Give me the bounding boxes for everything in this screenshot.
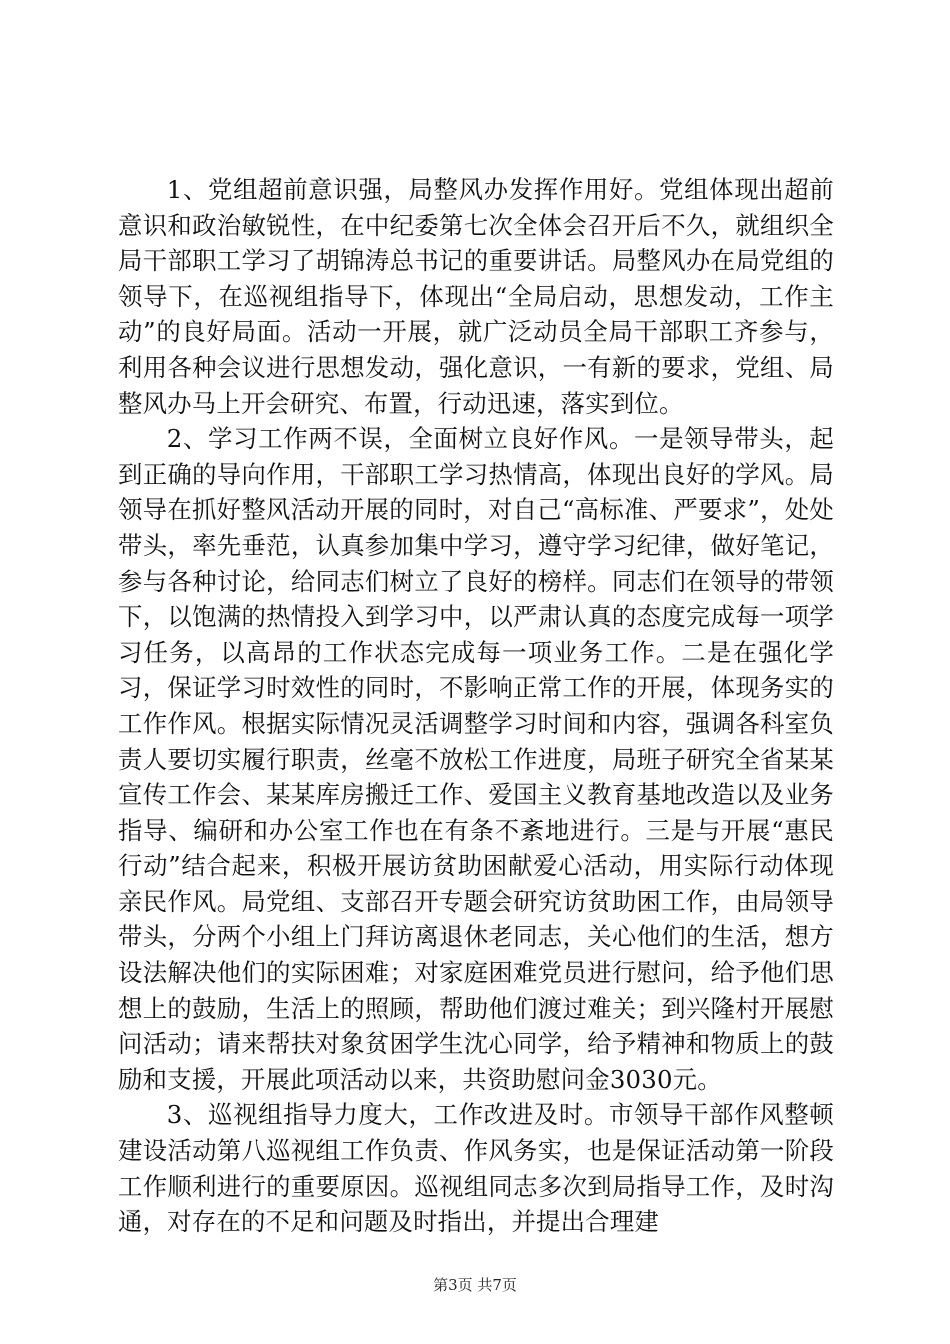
paragraph-3: 3、巡视组指导力度大，工作改进及时。市领导干部作风整顿建设活动第八巡视组工作负责、作风务实，也是保证活动第一阶段工作顺利进行的重要原因。巡视组同志多次到局指导工作，及时沟通，对存在的不足和问题及时指出，并提出合理建 <box>118 1100 834 1237</box>
paragraph-2: 2、学习工作两不误，全面树立良好作风。一是领导带头，起到正确的导向作用，干部职工学习热情高，体现出良好的学风。局领导在抓好整风活动开展的同时，对自己“高标准、严要求”，处处带头，率先垂范，认真参加集中学习，遵守学习纪律，做好笔记，参与各种讨论，给同志们树立了良好的榜样。同志们在领导的带领下，以饱满的热情投入到学习中，以严肃认真的态度完成每一项学习任务，以高昂的工作状态完成每一项业务工作。二是在强化学习，保证学习时效性的同时，不影响正常工作的开展，体现务实的工作作风。根据实际情况灵活调整学习时间和内容，强调各科室负责人要切实履行职责，丝毫不放松工作进度，局班子研究全省某某宣传工作会、某某库房搬迁工作、爱国主义教育基地改造以及业务指导、编研和办公室工作也在有条不紊地进行。三是与开展“惠民行动”结合起来，积极开展访贫助困献爱心活动，用实际行动体现亲民作风。局党组、支部召开专题会研究访贫助困工作，由局领导带头，分两个小组上门拜访离退休老同志，关心他们的生活，想方设法解决他们的实际困难；对家庭困难党员进行慰问，给予他们思想上的鼓励，生活上的照顾，帮助他们渡过难关；到兴隆村开展慰问活动；请来帮扶对象贫困学生沈心同学，给予精神和物质上的鼓励和支援，开展此项活动以来，共资助慰问金3030元。 <box>118 424 834 1094</box>
page-footer: 第3页 共7页 <box>433 1276 517 1294</box>
paragraph-1: 1、党组超前意识强，局整风办发挥作用好。党组体现出超前意识和政治敏锐性，在中纪委第七次全体会召开后不久，就组织全局干部职工学习了胡锦涛总书记的重要讲话。局整风办在局党组的领导下，在巡视组指导下，体现出“全局启动，思想发动，工作主动”的良好局面。活动一开展，就广泛动员全局干部职工齐参与，利用各种会议进行思想发动，强化意识，一有新的要求，党组、局整风办马上开会研究、布置，行动迅速，落实到位。 <box>118 175 834 418</box>
document-body <box>118 172 834 1240</box>
